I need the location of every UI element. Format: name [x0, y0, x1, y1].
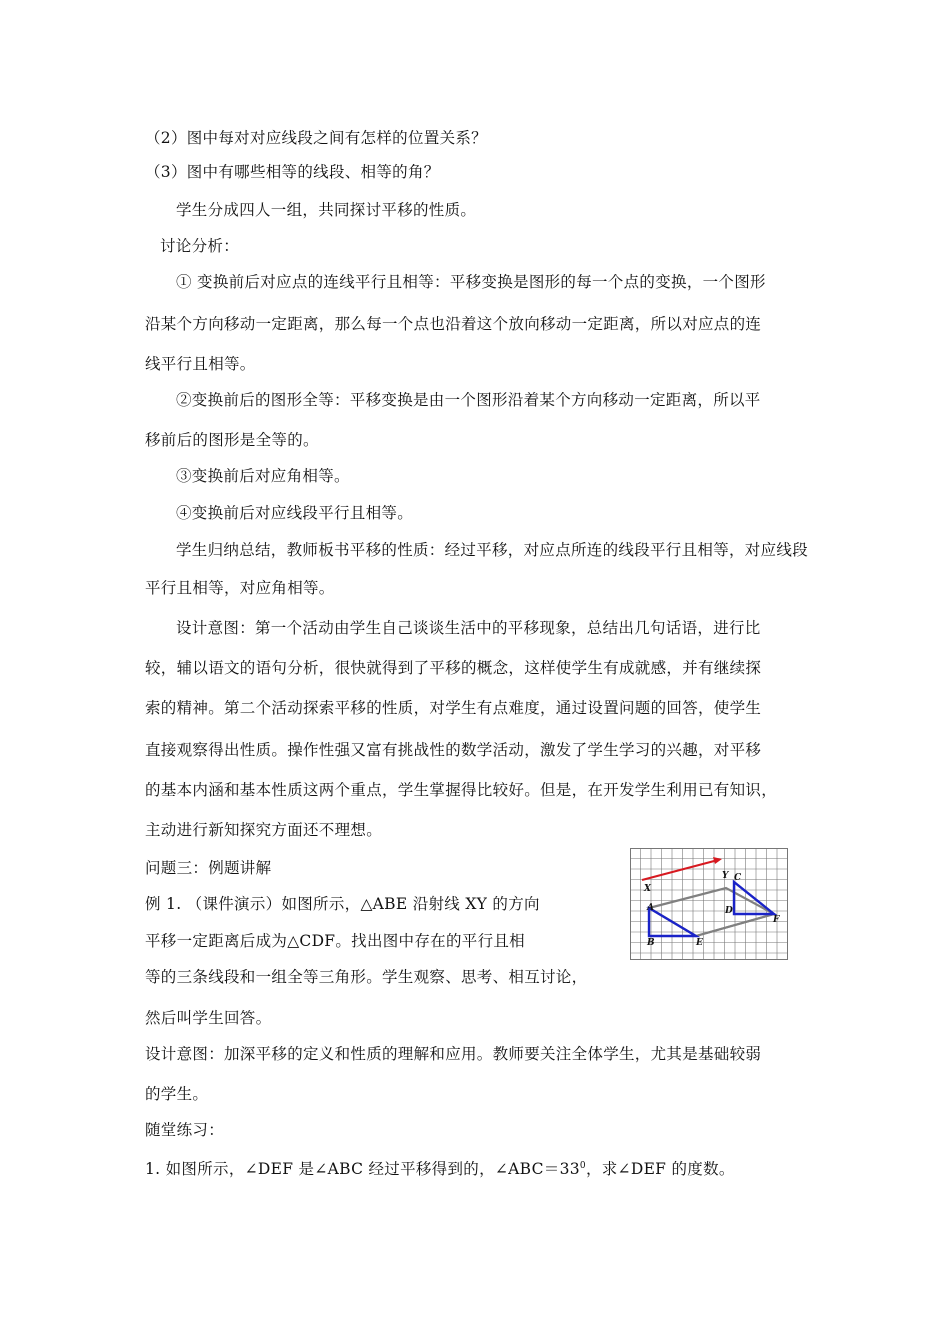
label-a: A: [647, 903, 654, 913]
property-2-line-2: 移前后的图形是全等的。: [145, 431, 319, 449]
example-1-line-1: 例 1. （课件演示）如图所示，△ABE 沿射线 XY 的方向: [145, 895, 540, 913]
property-2-line-1: ②变换前后的图形全等：平移变换是由一个图形沿着某个方向移动一定距离，所以平: [176, 391, 761, 409]
label-f: F: [773, 915, 780, 925]
exercise-1-question: ，求∠DEF 的度数。: [585, 1160, 735, 1179]
exercise-1-degree-mark: 0: [579, 1161, 586, 1171]
example-1-line-2: 平移一定距离后成为△CDF。找出图中存在的平行且相: [145, 932, 525, 950]
translation-figure: [630, 848, 788, 960]
example-1-line-3: 等的三条线段和一组全等三角形。学生观察、思考、相互讨论，: [145, 968, 588, 986]
label-b: B: [647, 938, 655, 948]
design-intent-1-line-2: 较，辅以语文的语句分析，很快就得到了平移的概念，这样使学生有成就感，并有继续探: [145, 659, 762, 677]
label-y: Y: [722, 871, 729, 881]
design-intent-1-line-3: 索的精神。第二个活动探索平移的性质，对学生有点难度，通过设置问题的回答，使学生: [145, 699, 762, 717]
label-c: C: [734, 873, 742, 883]
design-intent-2-line-2: 的学生。: [145, 1085, 209, 1103]
property-1-line-1: ① 变换前后对应点的连线平行且相等：平移变换是图形的每一个点的变换，一个图形: [176, 273, 766, 291]
design-intent-1-line-4: 直接观察得出性质。操作性强又富有挑战性的数学活动，激发了学生学习的兴趣，对平移: [145, 741, 762, 759]
summary-line-2: 平行且相等，对应角相等。: [145, 579, 335, 597]
group-instruction: 学生分成四人一组，共同探讨平移的性质。: [176, 201, 477, 219]
label-e: E: [696, 938, 703, 948]
exercise-1: [145, 1156, 735, 1179]
design-intent-2-line-1: 设计意图：加深平移的定义和性质的理解和应用。教师要关注全体学生，尤其是基础较弱: [145, 1045, 762, 1063]
design-intent-1-line-6: 主动进行新知探究方面还不理想。: [145, 821, 383, 839]
property-4: ④变换前后对应线段平行且相等。: [176, 504, 414, 522]
property-1-line-2: 沿某个方向移动一定距离，那么每一个点也沿着这个放向移动一定距离，所以对应点的连: [145, 315, 762, 333]
summary-line-1: 学生归纳总结，教师板书平移的性质：经过平移，对应点所连的线段平行且相等，对应线段: [176, 541, 809, 559]
label-d: D: [725, 906, 733, 916]
question-2: （2）图中每对对应线段之间有怎样的位置关系？: [145, 129, 487, 147]
property-1-line-3: 线平行且相等。: [145, 355, 256, 373]
question-3: （3）图中有哪些相等的线段、相等的角？: [145, 163, 440, 181]
design-intent-1-line-5: 的基本内涵和基本性质这两个重点，学生掌握得比较好。但是，在开发学生利用已有知识，: [145, 781, 778, 799]
example-1-line-4: 然后叫学生回答。: [145, 1009, 272, 1027]
label-x: X: [644, 884, 651, 894]
exercise-1-text: 1. 如图所示，∠DEF 是∠ABC 经过平移得到的，∠ABC＝33: [145, 1160, 580, 1179]
discussion-heading: 讨论分析：: [160, 237, 240, 255]
practice-heading: 随堂练习：: [145, 1121, 225, 1139]
design-intent-1-line-1: 设计意图：第一个活动由学生自己谈谈生活中的平移现象，总结出几句话语，进行比: [176, 619, 761, 637]
problem-3-heading: 问题三：例题讲解: [145, 859, 272, 877]
property-3: ③变换前后对应角相等。: [176, 467, 350, 485]
